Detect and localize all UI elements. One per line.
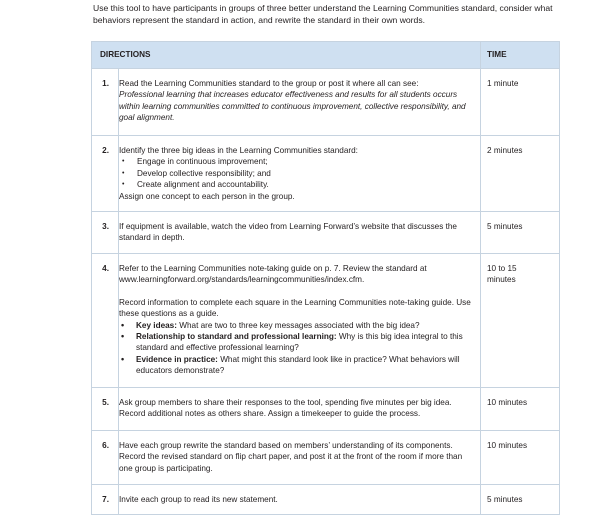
- list-item: • Create alignment and accountability.: [119, 179, 476, 190]
- table-row: [92, 212, 560, 254]
- list-item: • Develop collective responsibility; and: [119, 168, 476, 179]
- step-number: 7.: [92, 485, 119, 515]
- question-text: What are two to three key messages associated with the big idea?: [176, 320, 420, 330]
- step-number: 3.: [92, 212, 119, 254]
- directions-header: DIRECTIONS: [92, 42, 481, 69]
- step-directions: [119, 485, 481, 515]
- list-item: [119, 354, 476, 377]
- table-row: [92, 485, 560, 515]
- step-text: Have each group rewrite the standard based on members’ understanding of its components. Record the revised standard on flip chart paper, and post it at the front of the room if more than one group is participating.: [119, 441, 463, 473]
- step-time: 2 minutes: [481, 136, 560, 212]
- step-time: 10 minutes: [481, 431, 560, 485]
- list-item: • Engage in continuous improvement;: [119, 156, 476, 167]
- time-header: TIME: [481, 42, 560, 69]
- table-row: [92, 254, 560, 388]
- step-directions: [119, 212, 481, 254]
- directions-table: [91, 41, 560, 515]
- step-time: 1 minute: [481, 69, 560, 136]
- table-row: [92, 388, 560, 431]
- step-directions: [119, 69, 481, 136]
- step-directions: [119, 136, 481, 212]
- big-ideas-list: [119, 156, 476, 190]
- step-number: 2.: [92, 136, 119, 212]
- step-time: 5 minutes: [481, 212, 560, 254]
- question-text: Why is this big idea integral to this standard and effective professional learning?: [136, 332, 463, 353]
- question-label: Evidence in practice:: [136, 354, 218, 364]
- table-row: [92, 431, 560, 485]
- step-number: 5.: [92, 388, 119, 431]
- intro-text: Use this tool to have participants in groups of three better understand the Learning Communities standard, consider what behaviors represent the standard in action, and rewrite the standard in their own words.: [93, 3, 553, 25]
- list-item: [119, 331, 476, 354]
- guide-questions-list: [119, 320, 476, 377]
- step-directions: [119, 431, 481, 485]
- question-text: What might this standard look like in practice? What behaviors will educators demonstrate?: [136, 354, 460, 376]
- step-text: Invite each group to read its new statement.: [119, 495, 278, 505]
- step-time: 5 minutes: [481, 485, 560, 515]
- step-text-2: Record information to complete each square in the Learning Communities note-taking guide. Use these questions as a guide.: [119, 297, 471, 319]
- step-directions: [119, 254, 481, 388]
- step-number: 6.: [92, 431, 119, 485]
- step-text-after: Assign one concept to each person in the group.: [119, 191, 295, 201]
- step-text: Refer to the Learning Communities note-taking guide on p. 7. Review the standard at www.learningforward.org/standards/learningcommunities/index.cfm.: [119, 264, 427, 285]
- step-number: 4.: [92, 254, 119, 388]
- table-header-row: [92, 42, 560, 69]
- step-time: 10 to 15 minutes: [481, 254, 560, 388]
- question-label: Relationship to standard and professional learning:: [136, 332, 337, 342]
- step-text: Read the Learning Communities standard to the group or post it where all can see:: [119, 79, 419, 88]
- question-label: Key ideas:: [136, 320, 177, 330]
- step-text: Identify the three big ideas in the Learning Communities standard:: [119, 146, 358, 155]
- table-row: [92, 69, 560, 136]
- step-time: 10 minutes: [481, 388, 560, 431]
- list-item: [119, 320, 476, 331]
- step-number: 1.: [92, 69, 119, 136]
- table-row: [92, 136, 560, 212]
- step-text: If equipment is available, watch the video from Learning Forward’s website that discusses the standard in depth.: [119, 222, 457, 243]
- step-text: Ask group members to share their responses to the tool, spending five minutes per big idea. Record additional notes as others share. Assign a timekeeper to guide the process.: [119, 398, 452, 419]
- standard-quote: Professional learning that increases educator effectiveness and results for all students occurs within learning communities committed to continuous improvement, collective responsibility, and goal alignment.: [119, 90, 466, 123]
- step-directions: [119, 388, 481, 431]
